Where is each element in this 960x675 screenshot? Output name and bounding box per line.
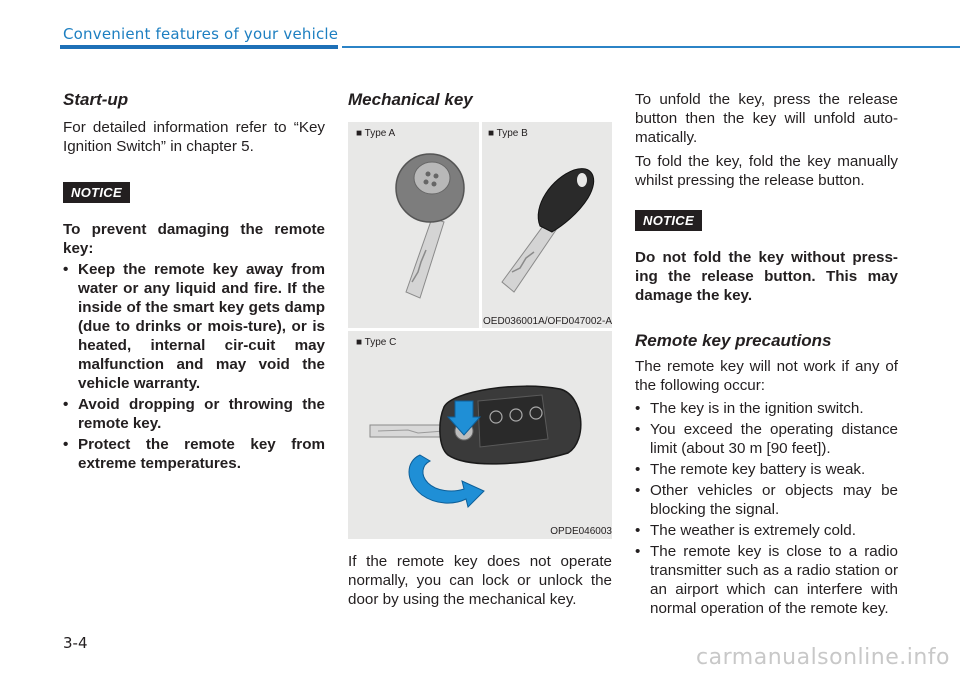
header-bar — [60, 45, 338, 49]
list-item: • The key is in the ignition switch. — [635, 399, 898, 418]
list-item: • The remote key is close to a radio transmitter such as a radio station or an airport which can interfere with normal operation of the remote key. — [635, 542, 898, 618]
notice-bullet-list — [63, 260, 325, 473]
key-type-b-icon — [482, 122, 612, 328]
list-item: • Other vehicles or objects may be blocking the signal. — [635, 481, 898, 519]
notice-lead: To prevent damaging the remote key: — [63, 221, 325, 257]
notice-badge: NOTICE — [63, 182, 130, 203]
section-title: Convenient features of your vehicle — [63, 25, 339, 43]
list-item: • Keep the remote key away from water or any liquid and fire. If the inside of the smart key gets damp (due to drinks or mois-ture), or is heated, internal cir-cuit may malfunction and may void the vehicle warranty. — [63, 260, 325, 393]
fold-instructions: To fold the key, fold the key manually whilst pressing the release button. — [635, 153, 898, 189]
figure-code-bottom: OPDE046003 — [550, 526, 612, 537]
precautions-list — [635, 399, 898, 618]
list-item: • The remote key battery is weak. — [635, 460, 898, 479]
label-type-b: ■ Type B — [488, 128, 528, 139]
image-panel-type-b — [482, 122, 612, 328]
start-up-intro: For detailed information refer to “Key Ignition Switch” in chapter 5. — [63, 119, 325, 155]
notice-box-2 — [635, 210, 898, 231]
heading-remote-key-precautions: Remote key precautions — [635, 331, 832, 350]
key-type-a-icon — [348, 122, 479, 328]
label-type-c: ■ Type C — [356, 337, 397, 348]
unfold-instructions: To unfold the key, press the release button then the key will unfold auto-matically. — [635, 91, 898, 146]
precautions-intro: The remote key will not work if any of the following occur: — [635, 358, 898, 394]
notice-badge: NOTICE — [635, 210, 702, 231]
page-number: 3-4 — [63, 634, 88, 652]
heading-mechanical-key: Mechanical key — [348, 90, 473, 109]
heading-start-up: Start-up — [63, 90, 129, 109]
image-panel-type-c — [348, 331, 612, 539]
header-rule — [342, 46, 960, 48]
image-panel-type-a — [348, 122, 479, 328]
label-type-a: ■ Type A — [356, 128, 396, 139]
list-item: • You exceed the operating distance limit (about 30 m [90 feet]). — [635, 420, 898, 458]
column-remote-key — [635, 90, 898, 618]
fold-arrow-icon — [348, 331, 612, 539]
list-item: • Protect the remote key from extreme temperatures. — [63, 435, 325, 473]
watermark: carmanualsonline.info — [696, 645, 950, 670]
mechanical-key-text: If the remote key does not operate normally, you can lock or unlock the door by using the mechanical key. — [348, 553, 612, 608]
notice-box-1 — [63, 182, 325, 203]
figure-code-top: OED036001A/OFD047002-A — [483, 316, 612, 327]
column-start-up — [63, 90, 325, 473]
notice-text: Do not fold the key without press-ing the release button. This may damage the key. — [635, 249, 898, 304]
list-item: • The weather is extremely cold. — [635, 521, 898, 540]
list-item: • Avoid dropping or throwing the remote key. — [63, 395, 325, 433]
